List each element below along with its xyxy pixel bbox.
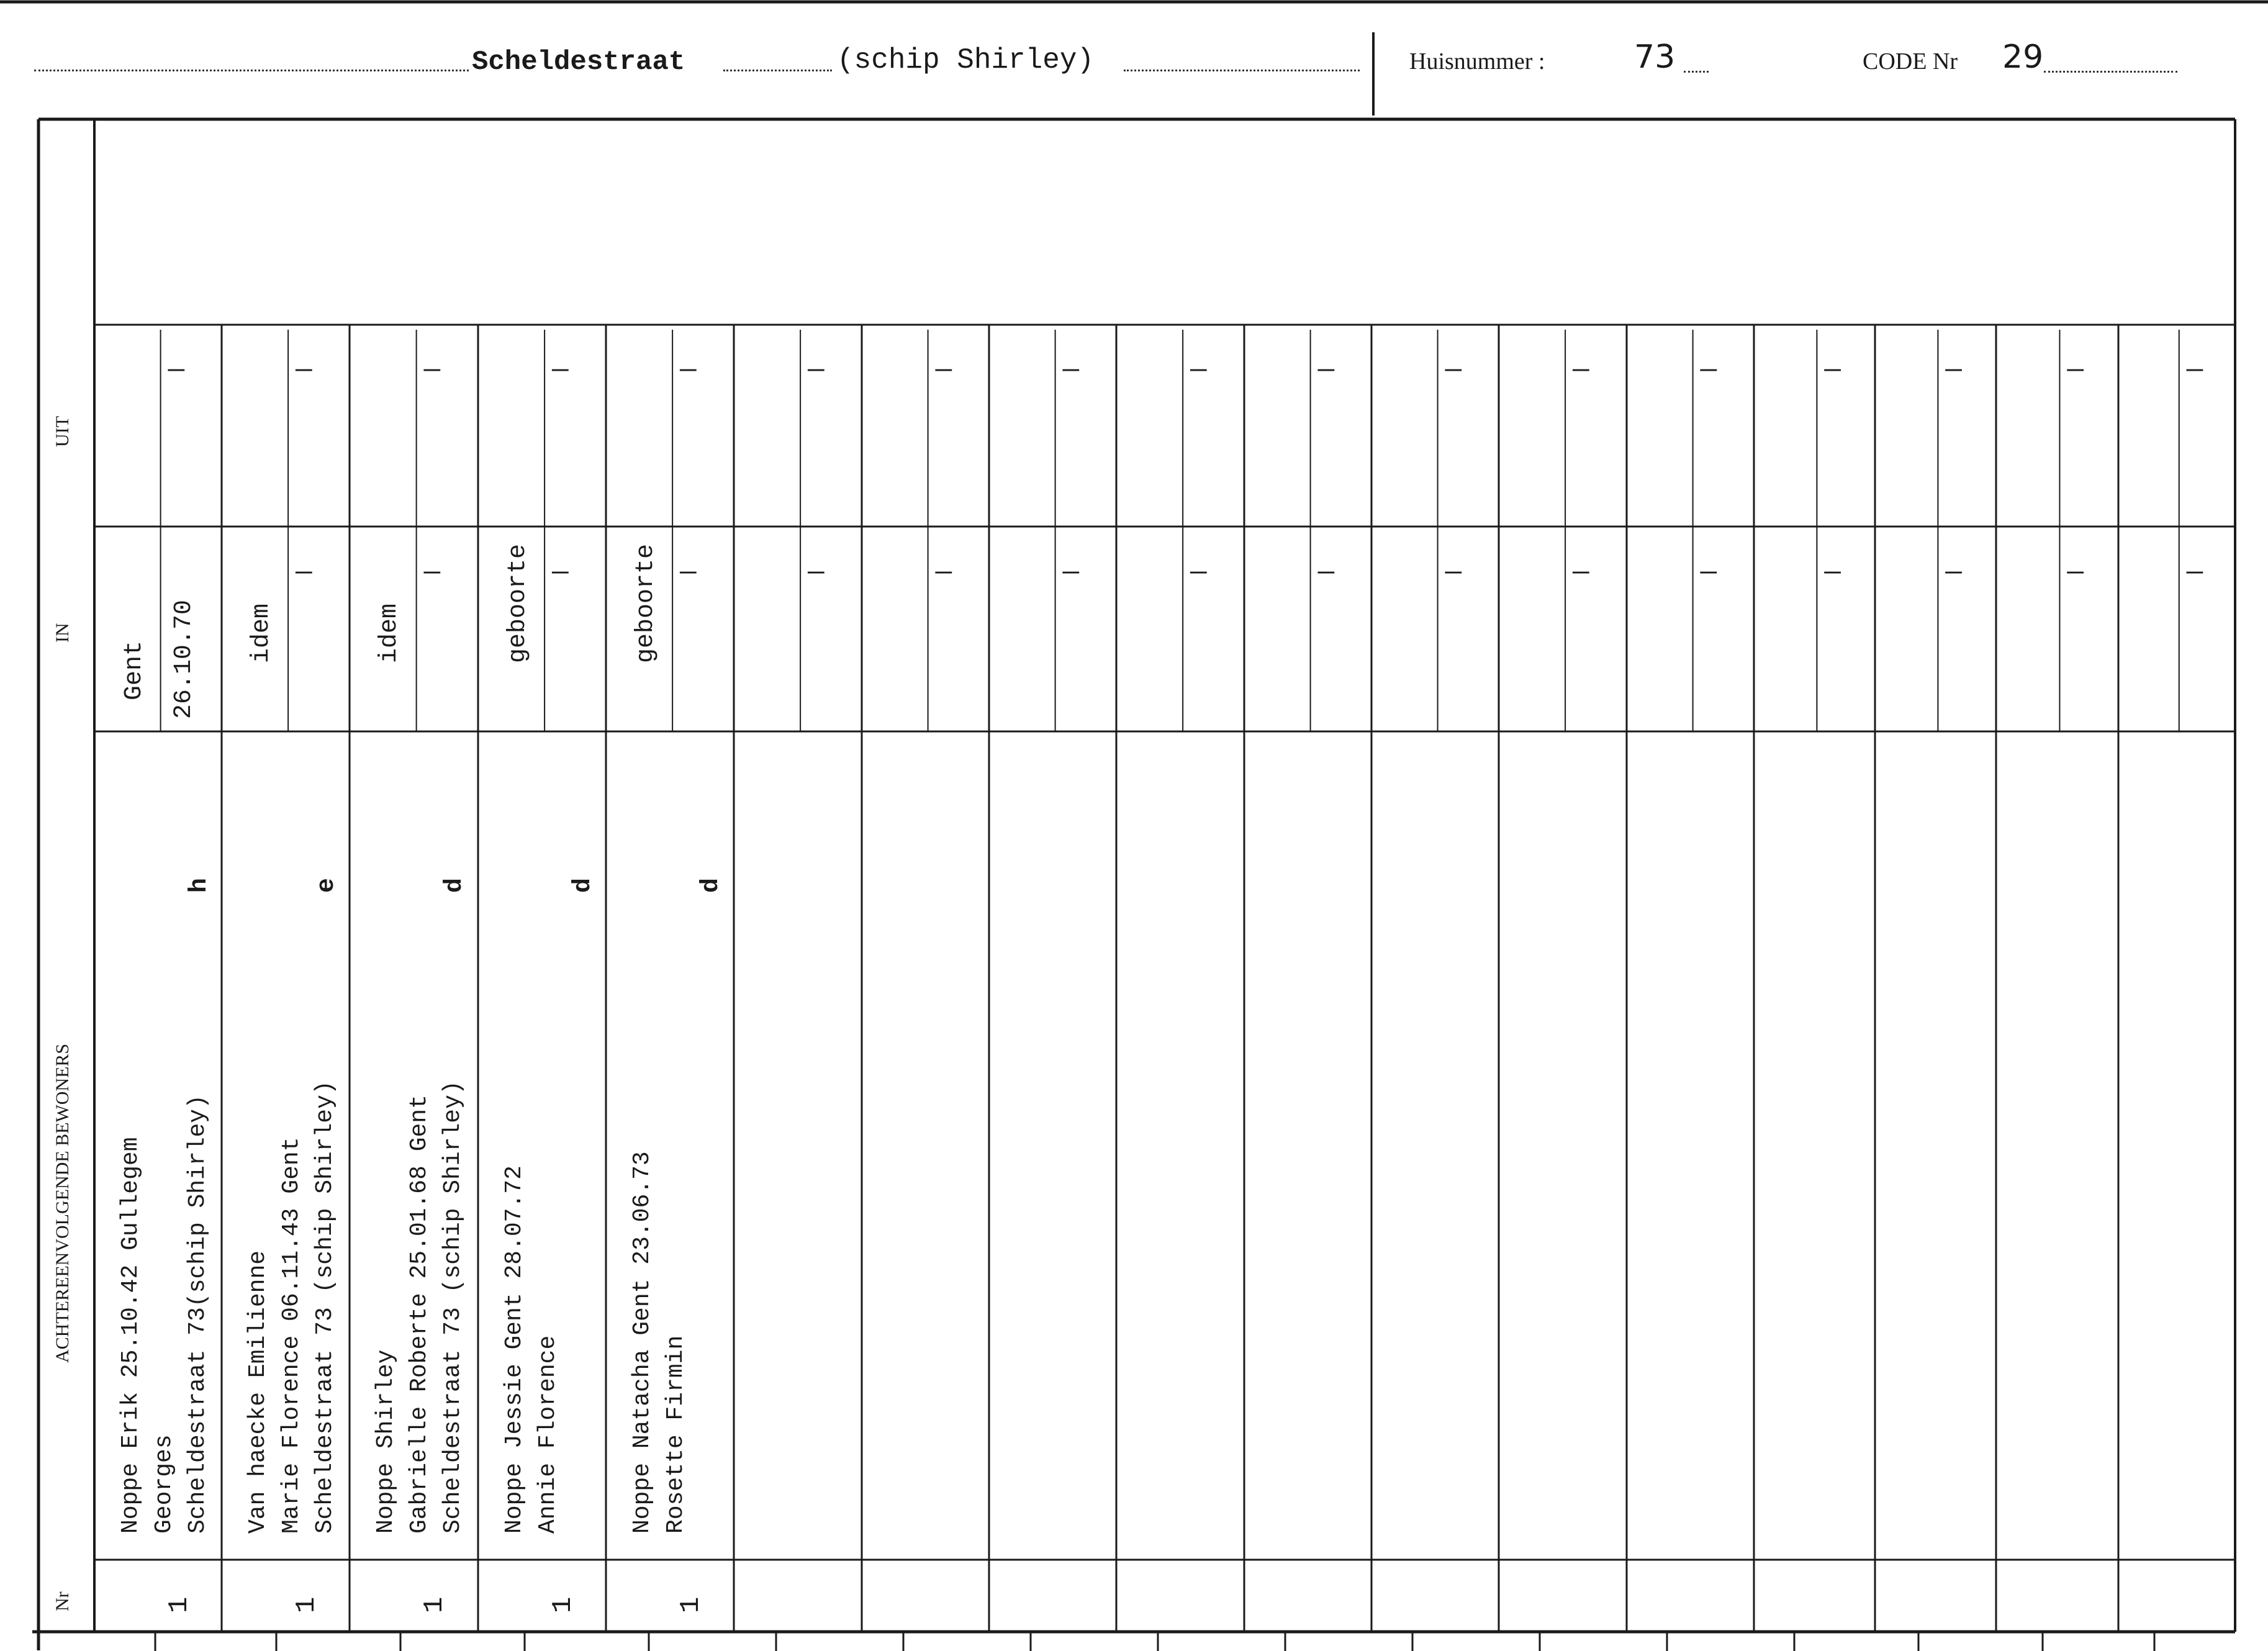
resident-line: Annie Florence [535, 1335, 561, 1534]
resident-line: Gabrielle Roberte 25.01.68 Gent [406, 1095, 433, 1534]
uit-empty-mark: — [1445, 355, 1462, 386]
uit-empty-mark: — [935, 355, 952, 386]
relation-code: d [697, 877, 725, 893]
in-empty-mark: — [1190, 557, 1207, 588]
in-empty-mark: — [296, 557, 312, 588]
uit-empty-mark: — [2186, 355, 2203, 386]
in-empty-mark: — [808, 557, 825, 588]
resident-line: Van haecke Emilienne [245, 1250, 271, 1534]
in-empty-mark: — [2186, 557, 2203, 588]
in-empty-mark: — [1445, 557, 1462, 588]
resident-line: Noppe Natacha Gent 23.06.73 [629, 1151, 656, 1534]
uit-empty-mark: — [808, 355, 825, 386]
uit-empty-mark: — [1573, 355, 1589, 386]
in-empty-mark: — [423, 557, 441, 588]
in-place: geboorte [504, 543, 532, 663]
header-dotted-line-right [1124, 70, 1360, 71]
house-number: 73 [1634, 38, 1676, 76]
in-empty-mark: — [1945, 557, 1962, 588]
uit-empty-mark: — [1700, 355, 1717, 386]
code-number: 29 [2002, 38, 2044, 76]
resident-line: Scheldestraat 73 (schip Shirley) [440, 1080, 466, 1534]
uit-empty-mark: — [680, 355, 697, 386]
resident-line: Marie Florence 06.11.43 Gent [278, 1137, 305, 1534]
header-dotted-line-mid [723, 70, 832, 71]
resident-nr: 1 [675, 1596, 707, 1613]
resident-line: Scheldestraat 73(schip Shirley) [184, 1095, 211, 1534]
row-label-residents: ACHTEREENVOLGENDE BEWONERS [52, 1043, 73, 1363]
resident-line: Noppe Jessie Gent 28.07.72 [501, 1165, 528, 1534]
uit-empty-mark: — [1945, 355, 1962, 386]
relation-code: h [186, 877, 214, 893]
in-place: idem [376, 603, 404, 663]
in-empty-mark: — [1824, 557, 1841, 588]
in-empty-mark: — [552, 557, 569, 588]
resident-nr: 1 [164, 1596, 195, 1613]
row-label-nr: Nr [52, 1591, 73, 1611]
uit-empty-mark: — [168, 355, 184, 386]
in-empty-mark: — [1700, 557, 1717, 588]
row-label-uit: UIT [52, 416, 73, 447]
resident-line: Georges [151, 1434, 178, 1534]
row-label-in: IN [52, 623, 73, 643]
house-number-dots [1684, 71, 1709, 73]
relation-code: e [313, 877, 341, 893]
uit-empty-mark: — [1317, 355, 1334, 386]
uit-empty-mark: — [1824, 355, 1841, 386]
in-empty-mark: — [1573, 557, 1589, 588]
in-empty-mark: — [1062, 557, 1079, 588]
in-empty-mark: — [1317, 557, 1334, 588]
relation-code: d [569, 877, 597, 893]
uit-empty-mark: — [296, 355, 312, 386]
uit-empty-mark: — [552, 355, 569, 386]
in-place: geboorte [632, 543, 660, 663]
resident-line: Rosette Firmin [662, 1335, 689, 1534]
in-date: 26.10.70 [169, 599, 198, 719]
resident-nr: 1 [291, 1596, 322, 1613]
in-place: idem [248, 603, 276, 663]
code-number-dots [2044, 71, 2177, 73]
street-name: Scheldestraat [472, 47, 685, 78]
in-empty-mark: — [935, 557, 952, 588]
resident-line: Noppe Erik 25.10.42 Gullegem [117, 1137, 144, 1534]
relation-code: d [441, 877, 469, 893]
resident-line: Scheldestraat 73 (schip Shirley) [312, 1080, 338, 1534]
street-note: (schip Shirley) [837, 44, 1095, 76]
code-label: CODE Nr [1863, 48, 1958, 75]
uit-empty-mark: — [423, 355, 441, 386]
header-dotted-line-left [34, 70, 469, 71]
uit-empty-mark: — [1062, 355, 1079, 386]
house-number-label: Huisnummer : [1409, 48, 1545, 75]
resident-nr: 1 [548, 1596, 579, 1613]
in-empty-mark: — [2067, 557, 2084, 588]
in-place: Gent [120, 640, 148, 700]
uit-empty-mark: — [2067, 355, 2084, 386]
resident-nr: 1 [419, 1596, 450, 1613]
in-empty-mark: — [680, 557, 697, 588]
uit-empty-mark: — [1190, 355, 1207, 386]
resident-line: Noppe Shirley [373, 1349, 399, 1534]
